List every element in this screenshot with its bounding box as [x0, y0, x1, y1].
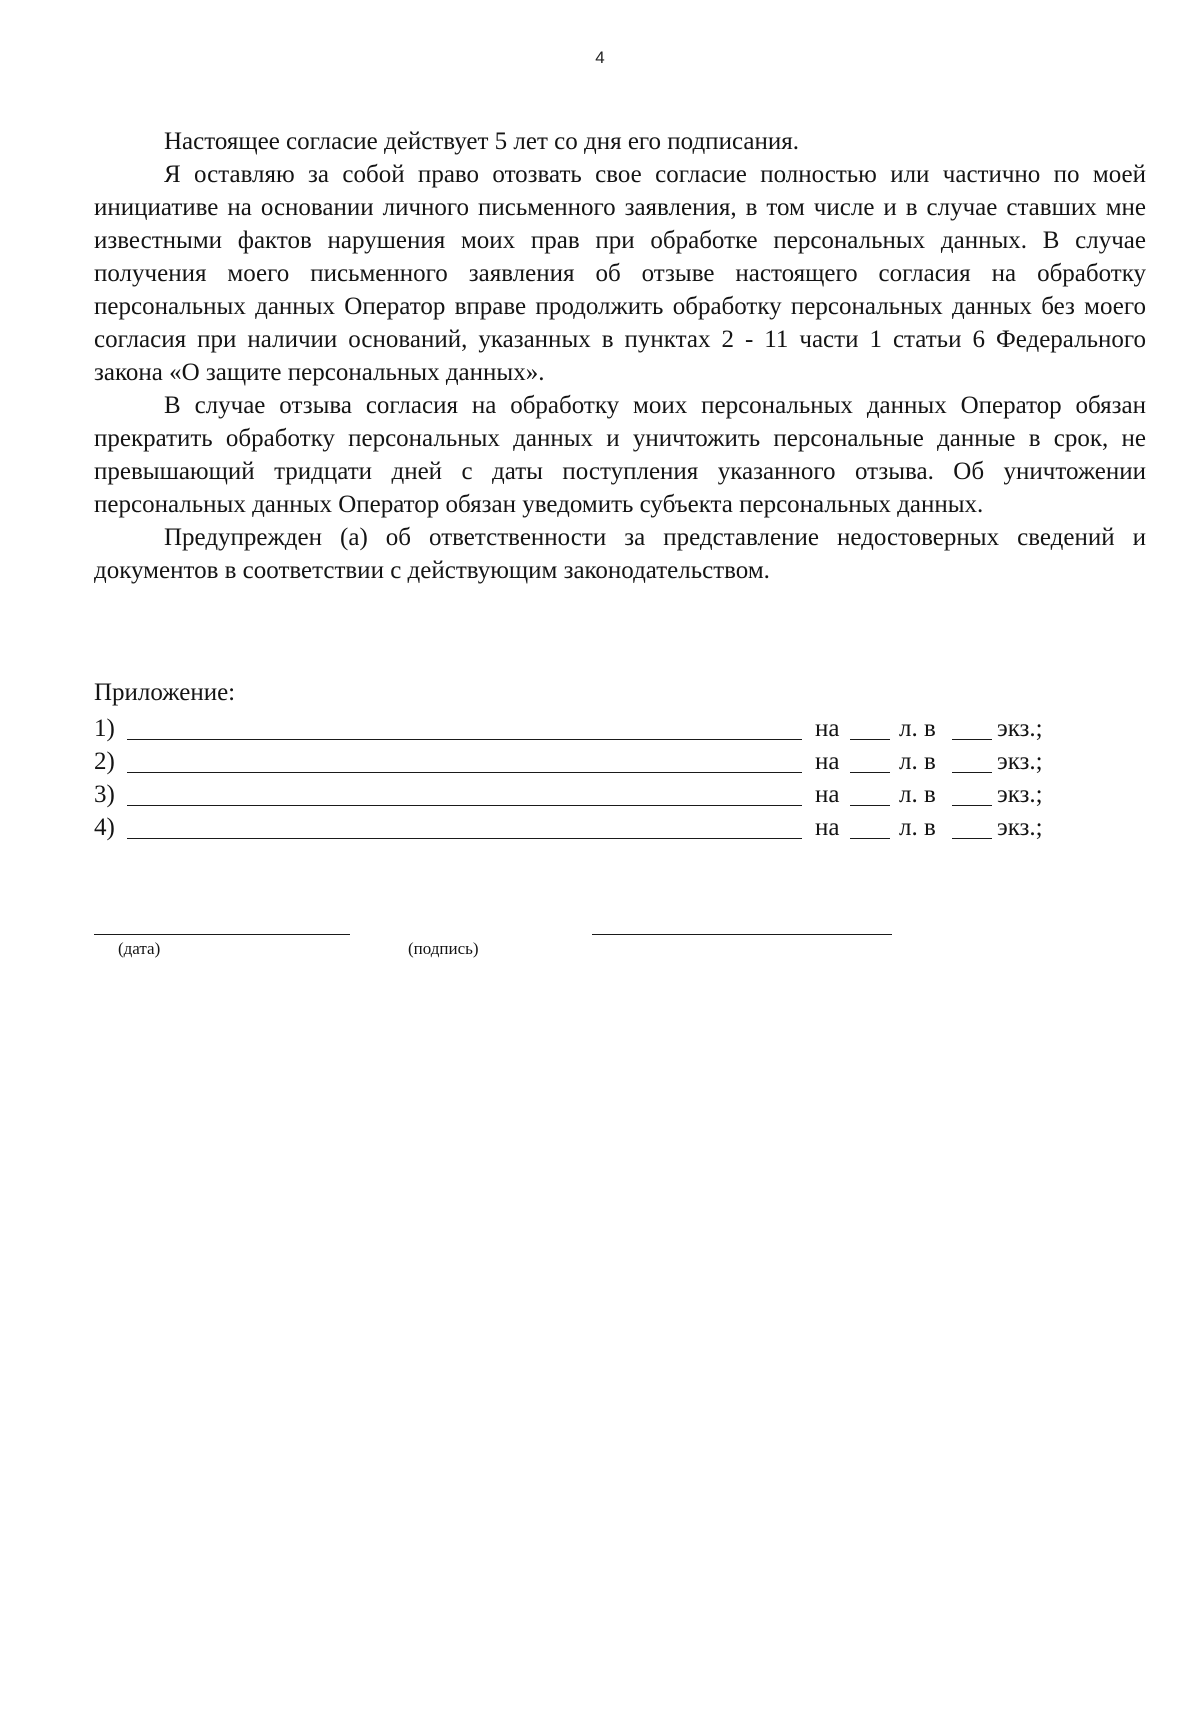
- date-caption: (дата): [118, 939, 161, 958]
- copies-count-blank: [952, 739, 992, 740]
- appendix-item: [94, 743, 1074, 776]
- copies-label: экз.;: [997, 781, 1043, 808]
- paragraph-validity: Настоящее согласие действует 5 лет со дня его подписания.: [164, 128, 799, 155]
- copies-label: экз.;: [997, 814, 1043, 841]
- appendix-item-blank: [127, 838, 802, 839]
- sheets-label: л. в: [899, 781, 936, 808]
- appendix-item-on-label: на: [815, 748, 840, 775]
- appendix-section: [94, 676, 1074, 842]
- sheets-label: л. в: [899, 748, 936, 775]
- appendix-item-on-label: на: [815, 814, 840, 841]
- paragraph-withdrawal-consequences: В случае отзыва согласия на обработку моих персональных данных Оператор обязан прекратить обработку персональных данных и уничтожить персональные данные в срок, не превышающий тридцати дней с даты поступления указанного отзыва. Об уничтожении персональных данных Оператор обязан уведомить субъекта персональных данных.: [94, 392, 1146, 518]
- appendix-item: [94, 776, 1074, 809]
- sheets-count-blank: [850, 739, 890, 740]
- sheets-label: л. в: [899, 814, 936, 841]
- signature-caption: (подпись): [408, 939, 479, 958]
- paragraph-withdrawal-right: Я оставляю за собой право отозвать свое согласие полностью или частично по моей инициативе на основании личного письменного заявления, в том числе и в случае ставших мне известными фактов нарушения моих прав при обработке персональных данных. В случае получения моего письменного заявления об отзыве настоящего согласия на обработку персональных данных Оператор вправе продолжить обработку персональных данных без моего согласия при наличии оснований, указанных в пунктах 2 - 11 части 1 статьи 6 Федерального закона «О защите персональных данных».: [94, 161, 1146, 386]
- appendix-item-on-label: на: [815, 715, 840, 742]
- copies-count-blank: [952, 772, 992, 773]
- copies-count-blank: [952, 805, 992, 806]
- appendix-item-on-label: на: [815, 781, 840, 808]
- sheets-count-blank: [850, 838, 890, 839]
- appendix-title: Приложение:: [94, 679, 236, 706]
- appendix-item-number: 1): [94, 715, 115, 742]
- page-number: 4: [595, 48, 605, 67]
- appendix-item-blank: [127, 772, 802, 773]
- sheets-label: л. в: [899, 715, 936, 742]
- appendix-item-blank: [127, 739, 802, 740]
- document-body: [94, 125, 1146, 587]
- appendix-item: [94, 710, 1074, 743]
- paragraph-liability-warning: Предупрежден (а) об ответственности за представление недостоверных сведений и документов в соответствии с действующим законодательством.: [94, 524, 1146, 584]
- sheets-count-blank: [850, 805, 890, 806]
- sheets-count-blank: [850, 772, 890, 773]
- appendix-item-number: 2): [94, 748, 115, 775]
- appendix-item-blank: [127, 805, 802, 806]
- appendix-item-number: 3): [94, 781, 115, 808]
- appendix-item-number: 4): [94, 814, 115, 841]
- signature-line: [592, 934, 892, 935]
- copies-label: экз.;: [997, 748, 1043, 775]
- appendix-item: [94, 809, 1074, 842]
- copies-label: экз.;: [997, 715, 1043, 742]
- date-line: [94, 934, 350, 935]
- copies-count-blank: [952, 838, 992, 839]
